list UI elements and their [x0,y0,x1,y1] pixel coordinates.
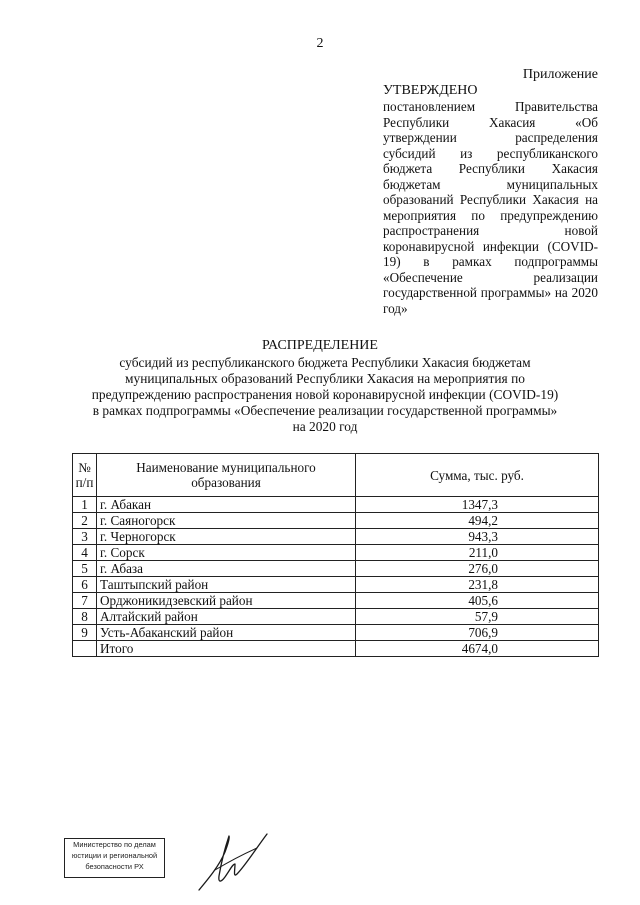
table-row [73,625,599,641]
appendix-label: Приложение [522,67,598,82]
table-total-row [73,641,599,657]
row-sum: 1347,3 [356,497,599,513]
table-row [73,545,599,561]
row-num: 4 [73,545,97,561]
signature-mark [195,826,275,894]
row-name: Усть-Абаканский район [97,625,356,641]
header-sum: Сумма, тыс. руб. [356,454,599,497]
row-name: Алтайский район [97,609,356,625]
approval-body: постановлением Правительства Республики Хакасия «Об утверждении распределения субсидий из республиканского бюджета Республики Хакасия бюджетам муниципальных образований Республики Хакасия на мероприятия по предупреждению распространения новой коронавирусной инфекции (COVID-19) в рамках подпрограммы «Обеспечение реализации государственной программы» на 2020 год» [383,99,598,316]
row-sum: 943,3 [356,529,599,545]
row-sum: 57,9 [356,609,599,625]
stamp-line: безопасности РХ [85,862,144,871]
table-row [73,577,599,593]
row-name: Орджоникидзевский район [97,593,356,609]
row-sum: 231,8 [356,577,599,593]
row-sum: 276,0 [356,561,599,577]
row-num: 8 [73,609,97,625]
approval-heading: УТВЕРЖДЕНО [383,83,478,98]
ministry-stamp [64,838,165,878]
row-num: 5 [73,561,97,577]
row-name: г. Абаза [97,561,356,577]
table-header-row [73,454,599,497]
row-name: г. Черногорск [97,529,356,545]
subsidy-table [72,453,599,657]
distribution-title: РАСПРЕДЕЛЕНИЕ [262,338,378,353]
page-number: 2 [316,36,324,51]
approval-block [383,82,598,316]
total-label: Итого [97,641,356,657]
row-num: 6 [73,577,97,593]
row-name: Таштыпский район [97,577,356,593]
table-row [73,513,599,529]
row-name: г. Саяногорск [97,513,356,529]
total-sum: 4674,0 [356,641,599,657]
row-sum: 706,9 [356,625,599,641]
table-row [73,593,599,609]
header-num: № п/п [73,454,97,497]
table-row [73,529,599,545]
row-name: г. Абакан [97,497,356,513]
row-num: 7 [73,593,97,609]
stamp-line: юстиции и региональной [71,851,158,860]
row-sum: 494,2 [356,513,599,529]
row-num: 1 [73,497,97,513]
total-num [73,641,97,657]
row-sum: 405,6 [356,593,599,609]
table-row [73,609,599,625]
row-num: 9 [73,625,97,641]
table-row [73,561,599,577]
row-num: 3 [73,529,97,545]
row-num: 2 [73,513,97,529]
row-name: г. Сорск [97,545,356,561]
header-name: Наименование муниципального образования [97,454,356,497]
distribution-subtitle: субсидий из республиканского бюджета Республики Хакасия бюджетам муниципальных образований Республики Хакасия на мероприятия по предупреждению распространения новой коронавирусной инфекции (COVID-19) в рамках подпрограммы «Обеспечение реализации государственной программы» на 2020 год [91,355,559,434]
table-row [73,497,599,513]
row-sum: 211,0 [356,545,599,561]
stamp-line: Министерство по делам [73,840,156,849]
